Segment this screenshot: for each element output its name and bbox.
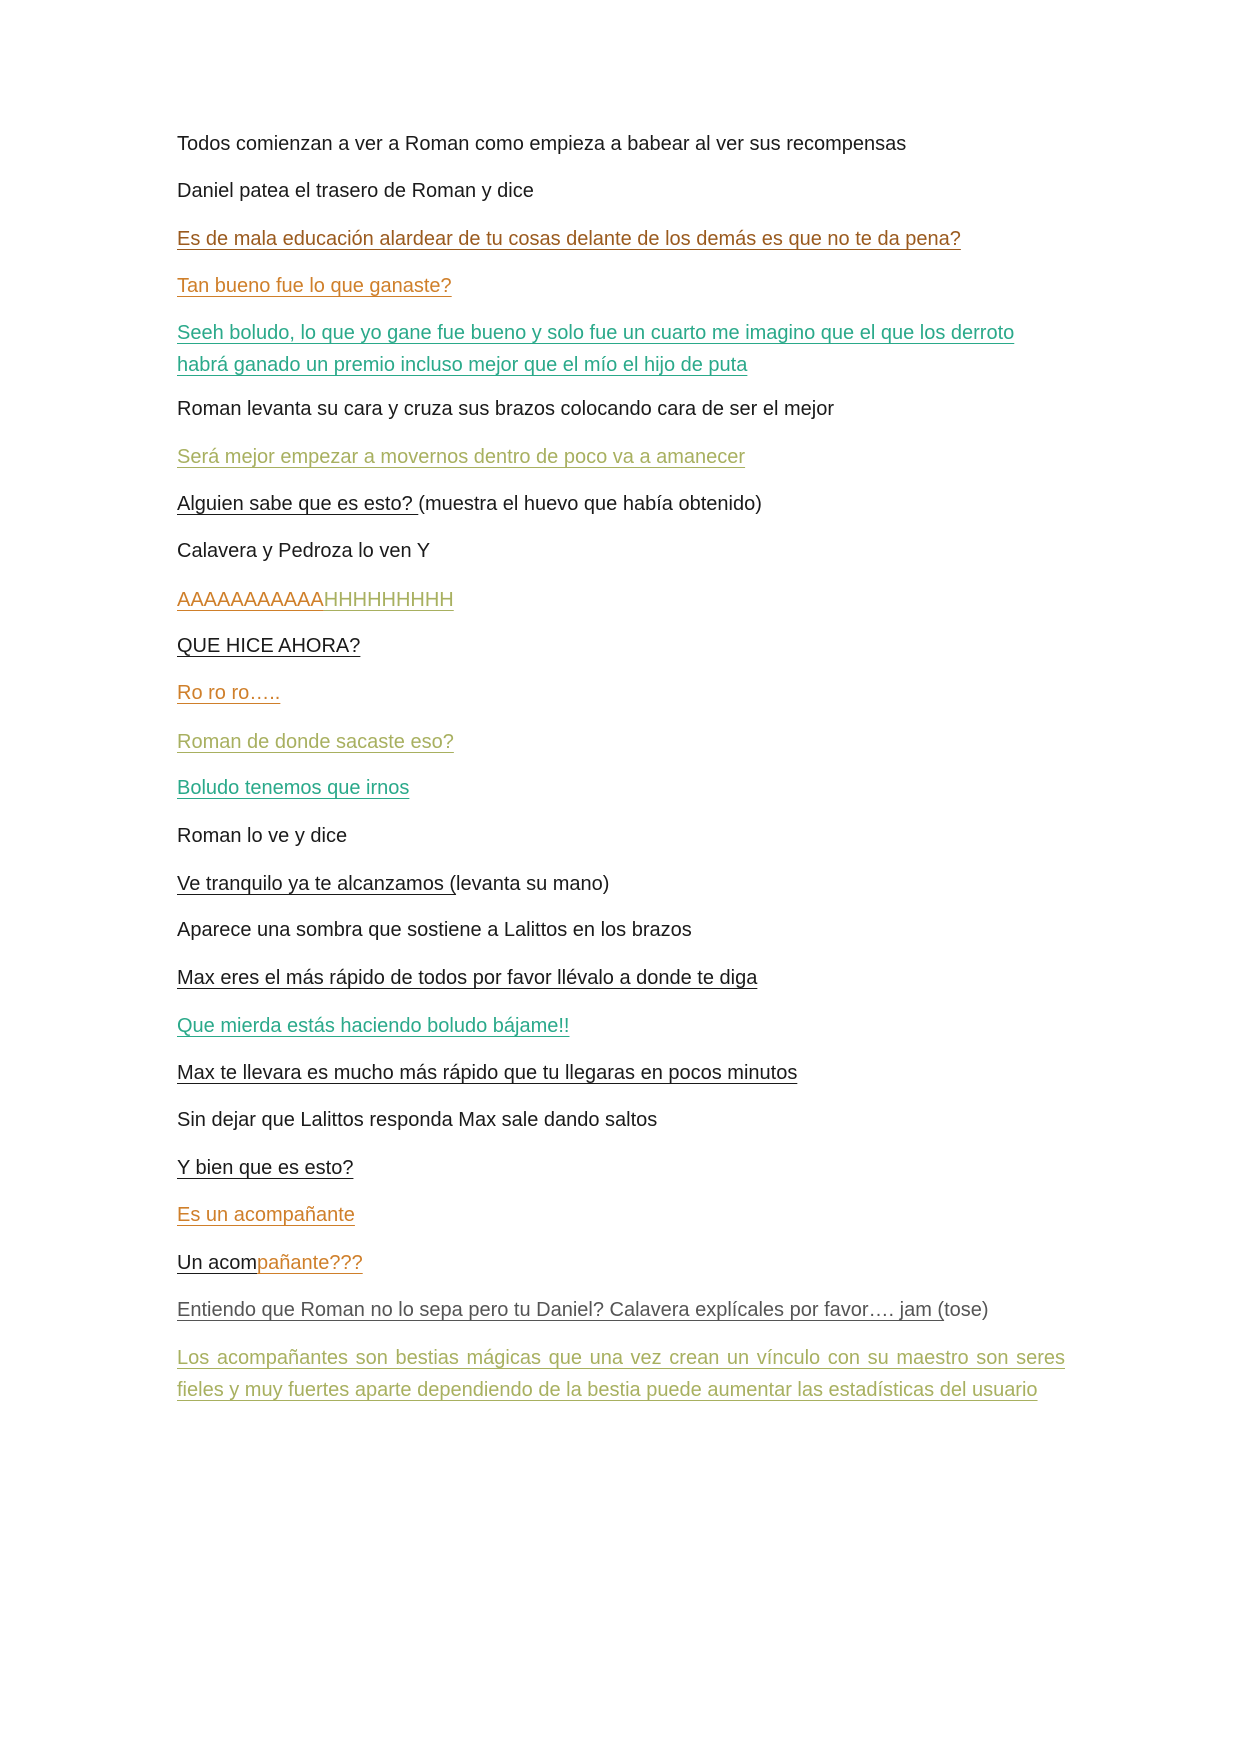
narration-line: Aparece una sombra que sostiene a Lalittos en los brazos [177,919,692,941]
dialogue-line: QUE HICE AHORA? [177,635,361,657]
narration-segment: tose) [944,1299,989,1321]
narration-line: Roman lo ve y dice [177,825,348,847]
dialogue-line: Es un acompañante [177,1204,355,1226]
dialogue-line: Roman de donde sacaste eso? [177,731,454,753]
dialogue-line: Que mierda estás haciendo boludo bájame!! [177,1015,570,1037]
dialogue-line: Es de mala educación alardear de tu cosas delante de los demás es que no te da pena? [177,228,961,250]
dialogue-segment: Entiendo que Roman no lo sepa pero tu Daniel? Calavera explícales por favor…. jam ( [177,1299,945,1321]
dialogue-line: Tan bueno fue lo que ganaste? [177,275,452,297]
mixed-line [177,868,1065,900]
dialogue-line: Y bien que es esto? [177,1157,354,1179]
dialogue-line: Ro ro ro….. [177,682,281,704]
dialogue-segment: Alguien sabe que es esto? [177,493,419,515]
narration-line: Sin dejar que Lalittos responda Max sale dando saltos [177,1109,658,1131]
narration-line: Daniel patea el trasero de Roman y dice [177,180,534,202]
narration-segment: (muestra el huevo que había obtenido) [418,493,762,515]
dialogue-line: Seeh boludo, lo que yo gane fue bueno y solo fue un cuarto me imagino que el que los derroto habrá ganado un premio incluso mejor que el mío el hijo de puta [177,322,1015,376]
mixed-line [177,584,1065,616]
narration-line: Calavera y Pedroza lo ven Y [177,540,431,562]
dialogue-line: Los acompañantes son bestias mágicas que una vez crean un vínculo con su maestro son seres fieles y muy fuertes aparte dependiendo de la bestia puede aumentar las estadísticas del usuario [177,1347,1065,1401]
dialogue-line: Boludo tenemos que irnos [177,777,410,799]
dialogue-line: Max eres el más rápido de todos por favor llévalo a donde te diga [177,967,758,989]
narration-line: Todos comienzan a ver a Roman como empieza a babear al ver sus recompensas [177,133,907,155]
dialogue-segment: Ve tranquilo ya te alcanzamos ( [177,873,457,895]
dialogue-line: Max te llevara es mucho más rápido que tu llegaras en pocos minutos [177,1062,798,1084]
mixed-line [177,488,1065,520]
dialogue-segment: pañante??? [257,1252,363,1274]
dialogue-segment: Un acom [177,1252,258,1274]
dialogue-segment: HHHHHHHHH [323,589,454,611]
narration-line: Roman levanta su cara y cruza sus brazos colocando cara de ser el mejor [177,398,834,420]
dialogue-line: Será mejor empezar a movernos dentro de poco va a amanecer [177,446,746,468]
mixed-line [177,1247,1065,1279]
dialogue-segment: AAAAAAAAAAA [177,589,324,611]
mixed-line [177,1294,1065,1326]
narration-segment: levanta su mano) [456,873,610,895]
